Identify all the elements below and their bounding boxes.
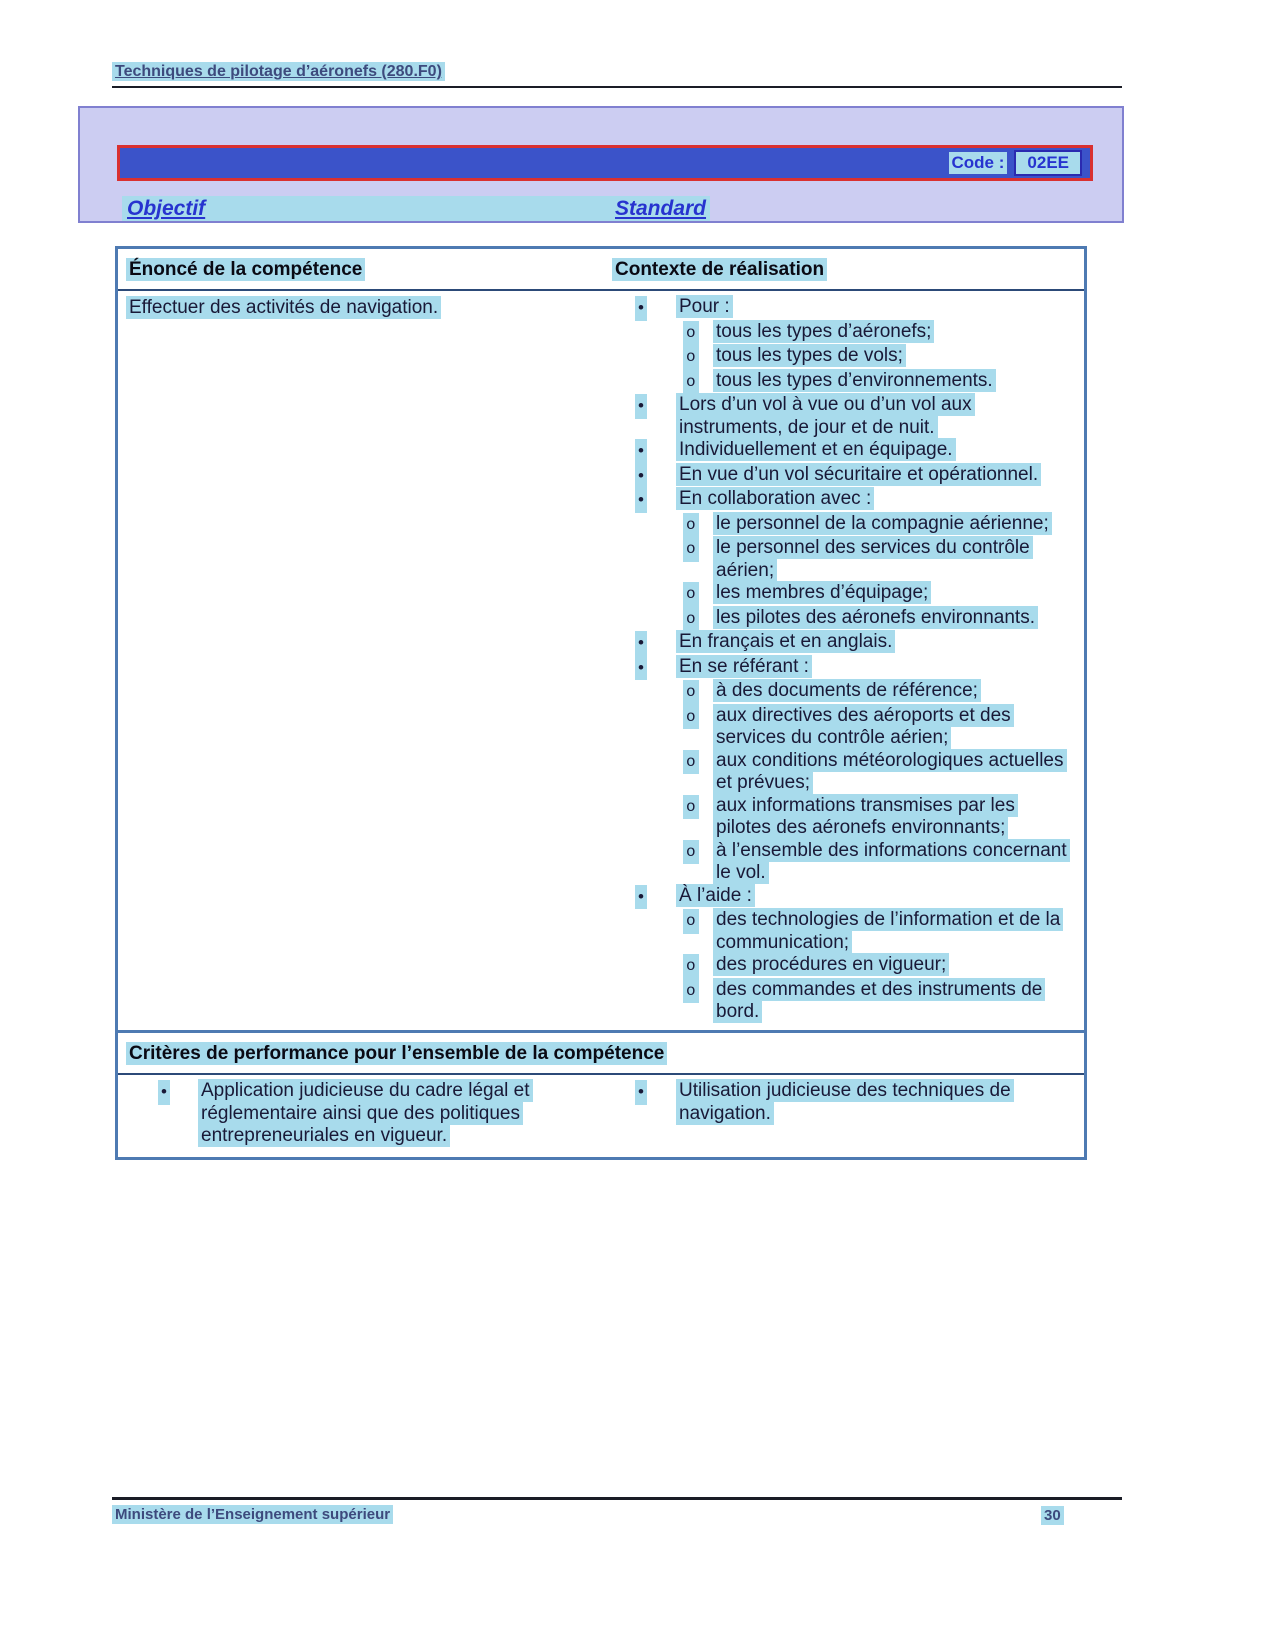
document-header	[112, 63, 1122, 88]
list-item	[612, 750, 1084, 795]
circle-bullet-icon: o	[683, 979, 699, 1004]
criteria-header-cell	[118, 1042, 1084, 1065]
circle-bullet-icon: o	[683, 909, 699, 934]
bullet-icon: •	[635, 439, 647, 464]
list-item	[612, 607, 1084, 632]
list-item-text: En français et en anglais.	[676, 630, 895, 653]
list-item-text: les membres d’équipage;	[713, 581, 931, 604]
competence-statement-cell	[118, 296, 612, 1024]
competence-table-header	[118, 249, 1084, 291]
col-header-enonce: Énoncé de la compétence	[126, 258, 365, 281]
circle-bullet-icon: o	[683, 345, 699, 370]
list-item-text: Pour :	[676, 295, 733, 318]
list-item-text: tous les types d’aéronefs;	[713, 320, 934, 343]
competence-statement: Effectuer des activités de navigation.	[126, 296, 441, 319]
list-item-text: Individuellement et en équipage.	[676, 438, 956, 461]
circle-bullet-icon: o	[683, 607, 699, 632]
list-item-text: des technologies de l’information et de la communication;	[713, 908, 1063, 954]
bullet-icon: •	[158, 1080, 170, 1105]
document-title: Techniques de pilotage d’aéronefs (280.F0)	[112, 62, 445, 81]
competence-table	[115, 246, 1087, 1036]
list-item-text: le personnel de la compagnie aérienne;	[713, 512, 1052, 535]
circle-bullet-icon: o	[683, 321, 699, 346]
circle-bullet-icon: o	[683, 513, 699, 538]
bullet-icon: •	[635, 631, 647, 656]
list-item-text: des commandes et des instruments de bord.	[713, 978, 1045, 1024]
competence-table-body	[118, 291, 1084, 1033]
code-banner	[117, 145, 1093, 181]
list-item	[612, 394, 1084, 439]
bullet-icon: •	[635, 464, 647, 489]
list-item	[612, 488, 1084, 513]
criteria-right-text: Utilisation judicieuse des techniques de navigation.	[676, 1079, 1014, 1125]
circle-bullet-icon: o	[683, 750, 699, 775]
list-item	[612, 513, 1084, 538]
bullet-icon: •	[635, 296, 647, 321]
list-item	[612, 296, 1084, 321]
context-list	[612, 296, 1084, 1024]
criteria-table	[115, 1030, 1087, 1160]
criteria-left-text: Application judicieuse du cadre légal et réglementaire ainsi que des politiques entrepreneuriales en vigueur.	[198, 1079, 533, 1147]
circle-bullet-icon: o	[683, 795, 699, 820]
list-item	[612, 1080, 1084, 1125]
competence-header-cell-left	[118, 258, 612, 281]
criteria-right-cell	[612, 1080, 1084, 1148]
list-item-text: le personnel des services du contrôle aérien;	[713, 536, 1033, 582]
list-item-text: à des documents de référence;	[713, 679, 981, 702]
objective-standard-panel	[78, 106, 1124, 223]
criteria-header-label: Critères de performance pour l’ensemble de la compétence	[126, 1042, 667, 1065]
list-item	[612, 795, 1084, 840]
circle-bullet-icon: o	[683, 537, 699, 562]
col-header-contexte: Contexte de réalisation	[612, 258, 827, 281]
list-item	[612, 656, 1084, 681]
list-item-text: À l’aide :	[676, 884, 755, 907]
list-item-text: des procédures en vigueur;	[713, 953, 949, 976]
footer-rule	[112, 1497, 1122, 1500]
circle-bullet-icon: o	[683, 840, 699, 865]
list-item	[612, 321, 1084, 346]
circle-bullet-icon: o	[683, 954, 699, 979]
bullet-icon: •	[635, 656, 647, 681]
list-item-text: aux informations transmises par les pilotes des aéronefs environnants;	[713, 794, 1018, 840]
list-item	[612, 631, 1084, 656]
circle-bullet-icon: o	[683, 582, 699, 607]
code-label: Code :	[949, 152, 1008, 174]
list-item	[612, 680, 1084, 705]
list-item-text: à l’ensemble des informations concernant le vol.	[713, 839, 1070, 885]
bullet-icon: •	[635, 1080, 647, 1105]
criteria-table-body	[118, 1075, 1084, 1157]
list-item	[612, 582, 1084, 607]
list-item	[612, 909, 1084, 954]
list-item	[126, 1080, 612, 1148]
list-item	[612, 885, 1084, 910]
circle-bullet-icon: o	[683, 705, 699, 730]
list-item-text: aux directives des aéroports et des services du contrôle aérien;	[713, 704, 1014, 750]
list-item-text: En vue d’un vol sécuritaire et opérationnel.	[676, 463, 1041, 486]
list-item	[612, 840, 1084, 885]
objective-standard-row	[122, 196, 710, 221]
circle-bullet-icon: o	[683, 370, 699, 395]
list-item	[612, 537, 1084, 582]
list-item-text: aux conditions météorologiques actuelles et prévues;	[713, 749, 1067, 795]
list-item-text: tous les types de vols;	[713, 344, 906, 367]
competence-header-cell-right	[612, 258, 1084, 281]
list-item	[612, 954, 1084, 979]
bullet-icon: •	[635, 394, 647, 419]
objectif-heading: Objectif	[127, 196, 206, 220]
list-item	[612, 464, 1084, 489]
footer-ministry: Ministère de l’Enseignement supérieur	[112, 1505, 393, 1524]
criteria-left-cell	[118, 1080, 612, 1148]
circle-bullet-icon: o	[683, 680, 699, 705]
code-value: 02EE	[1027, 153, 1069, 172]
list-item	[612, 979, 1084, 1024]
list-item-text: En collaboration avec :	[676, 487, 874, 510]
list-item	[612, 439, 1084, 464]
list-item	[612, 345, 1084, 370]
document-footer	[112, 1506, 393, 1523]
code-value-box	[1014, 150, 1082, 176]
bullet-icon: •	[635, 488, 647, 513]
list-item-text: les pilotes des aéronefs environnants.	[713, 606, 1038, 629]
standard-heading: Standard	[615, 196, 707, 220]
bullet-icon: •	[635, 885, 647, 910]
list-item-text: tous les types d’environnements.	[713, 369, 996, 392]
page-number: 30	[1041, 1506, 1064, 1525]
list-item-text: Lors d’un vol à vue ou d’un vol aux instruments, de jour et de nuit.	[676, 393, 975, 439]
list-item	[612, 370, 1084, 395]
list-item	[612, 705, 1084, 750]
list-item-text: En se référant :	[676, 655, 812, 678]
context-cell	[612, 296, 1084, 1024]
criteria-table-header	[118, 1033, 1084, 1075]
